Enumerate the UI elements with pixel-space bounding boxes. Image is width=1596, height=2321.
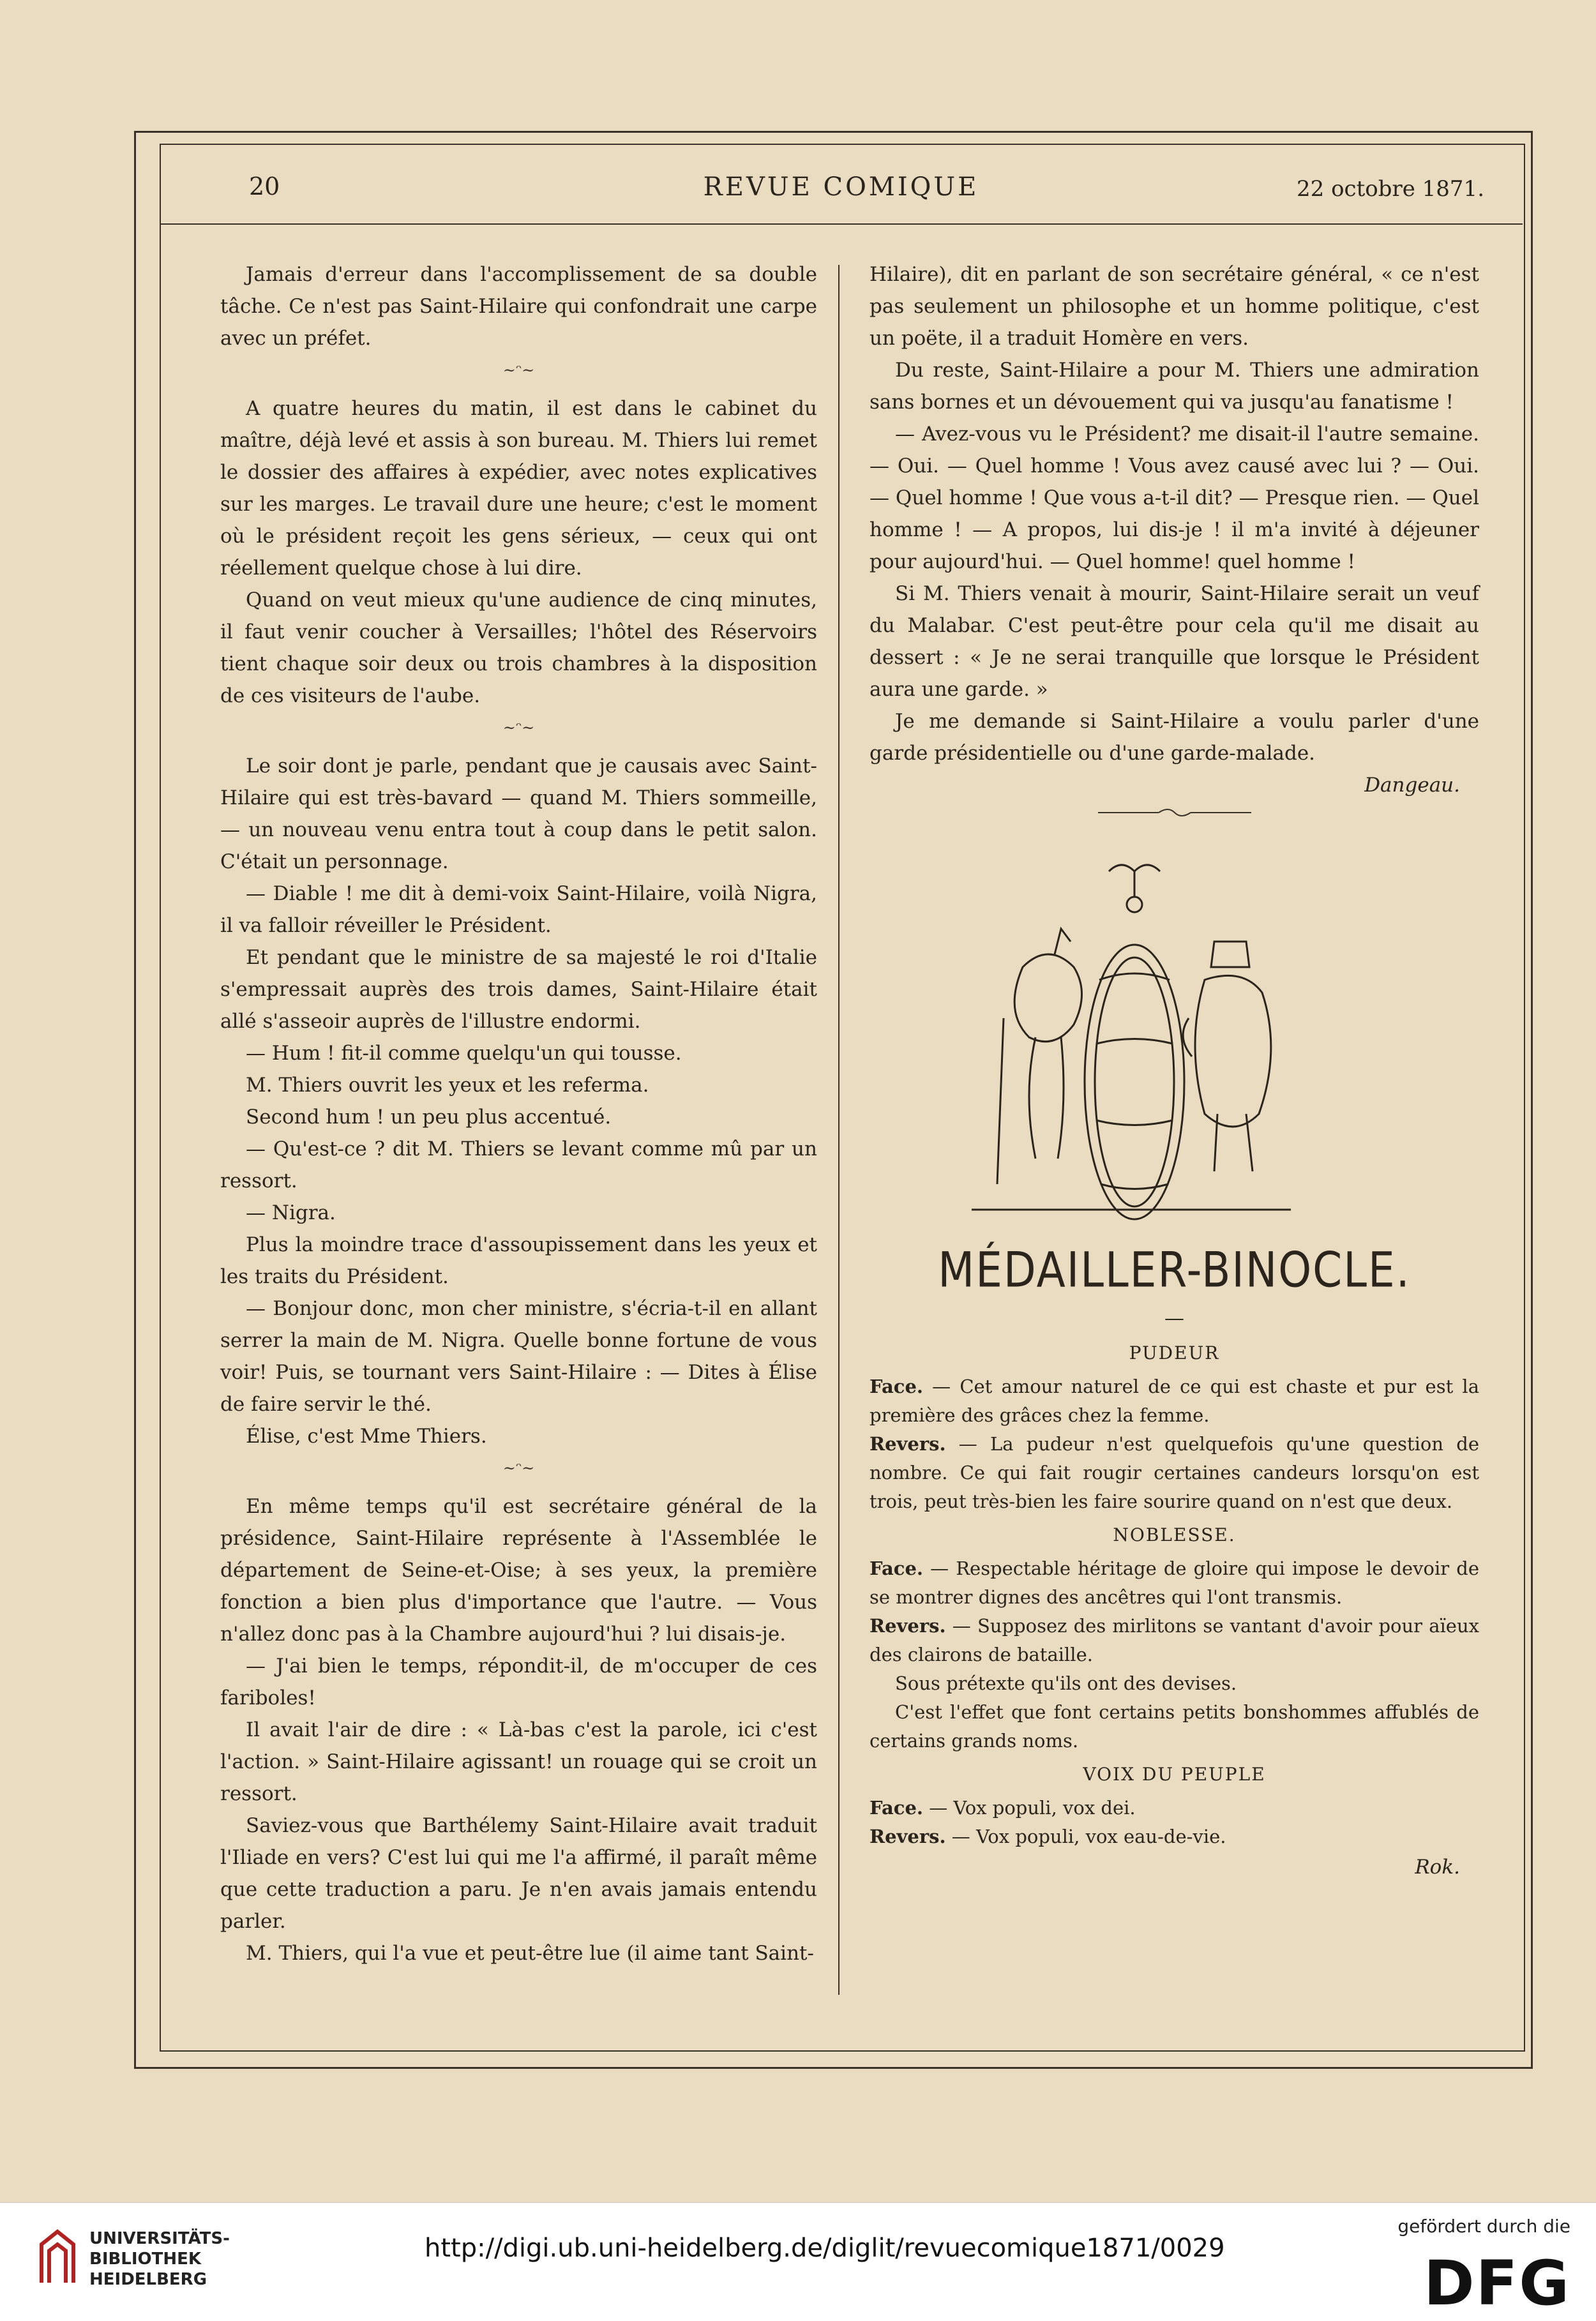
- face-entry: [870, 1372, 1479, 1430]
- title-dash: —: [1164, 1307, 1184, 1330]
- face-label: Face.: [870, 1797, 923, 1819]
- dfg-logo: DFG: [1423, 2248, 1570, 2319]
- revers-label: Revers.: [870, 1615, 946, 1637]
- paragraph: Second hum ! un peu plus accentué.: [246, 1106, 612, 1129]
- definition-heading: PUDEUR: [1129, 1342, 1220, 1363]
- face-text: — Cet amour naturel de ce qui est chaste et pur est la première des grâces chez la femme.: [870, 1376, 1479, 1426]
- paragraph: — Hum ! fit-il comme quelqu'un qui tousse.: [246, 1042, 682, 1065]
- issue-date: 22 octobre 1871.: [1297, 176, 1484, 202]
- left-column: [220, 259, 817, 1969]
- article-signature: Rok.: [1415, 1856, 1460, 1879]
- article-title: MÉDAILLER-BINOCLE.: [938, 1242, 1411, 1298]
- column-divider: [838, 265, 839, 1995]
- section-ornament: ~ᵔ~: [502, 361, 535, 379]
- face-label: Face.: [870, 1558, 923, 1579]
- revers-text: — La pudeur n'est quelquefois qu'une question de nombre. Ce qui fait rougir certaines candeurs lorsqu'on est trois, peut très-bien les faire sourire quand on n'est que deux.: [870, 1433, 1479, 1512]
- article-continuation: [870, 259, 1479, 801]
- face-entry: [870, 1554, 1479, 1612]
- paragraph: Plus la moindre trace d'assoupissement dans les yeux et les traits du Président.: [220, 1233, 817, 1288]
- paragraph: — Avez-vous vu le Président? me disait-il l'autre semaine. — Oui. — Quel homme ! Vous avez causé avec lui ? — Oui. — Quel homme ! Que vous a-t-il dit? — Presque rien. — Quel homme ! — A propos, lui dis-je ! il m'a invité à déjeuner pour aujourd'hui. — Quel homme! quel homme !: [870, 423, 1479, 573]
- ornament-rule-icon: [1098, 803, 1251, 822]
- paragraph: Si M. Thiers venait à mourir, Saint-Hilaire serait un veuf du Malabar. C'est peut-être pour cela qu'il me disait au dessert : « Je ne serai tranquille que lorsque le Président aura une garde. »: [870, 582, 1479, 701]
- definition-heading: NOBLESSE.: [1113, 1524, 1236, 1545]
- paragraph: M. Thiers ouvrit les yeux et les referma.: [246, 1074, 649, 1097]
- page-number: 20: [249, 172, 280, 200]
- revers-text: — Vox populi, vox eau-de-vie.: [945, 1826, 1226, 1847]
- library-name: UNIVERSITÄTS- BIBLIOTHEK HEIDELBERG: [89, 2229, 230, 2289]
- source-url[interactable]: http://digi.ub.uni-heidelberg.de/diglit/revuecomique1871/0029: [425, 2234, 1225, 2263]
- revers-entry: [870, 1612, 1479, 1669]
- separator-ornament: [870, 801, 1479, 839]
- journal-title: REVUE COMIQUE: [703, 172, 979, 202]
- section-ornament: ~ᵔ~: [502, 1459, 535, 1477]
- paragraph: Il avait l'air de dire : « Là-bas c'est la parole, ici c'est l'action. » Saint-Hilaire agissant! un rouage qui se croit un ressort.: [220, 1718, 817, 1805]
- revers-label: Revers.: [870, 1433, 946, 1455]
- paragraph: — Nigra.: [246, 1201, 336, 1224]
- paragraph: En même temps qu'il est secrétaire général de la présidence, Saint-Hilaire représente à l'Assemblée le département de Seine-et-Oise; à ses yeux, la première fonction a bien plus d'importance que l'autre. — Vous n'allez donc pas à la Chambre aujourd'hui ? lui disais-je.: [220, 1495, 817, 1646]
- face-text: — Respectable héritage de gloire qui impose le devoir de se montrer dignes des ancêtres qui l'ont transmis.: [870, 1558, 1479, 1608]
- paragraph: A quatre heures du matin, il est dans le cabinet du maître, déjà levé et assis à son bureau. M. Thiers lui remet le dossier des affaires à expédier, avec notes explicatives sur les marges. Le travail dure une heure; c'est le moment où le président reçoit les gens sérieux, — ceux qui ont réellement quelque chose à lui dire.: [220, 397, 817, 580]
- paragraph: Du reste, Saint-Hilaire a pour M. Thiers une admiration sans bornes et un dévouement qui va jusqu'au fanatisme !: [870, 359, 1479, 414]
- paragraph: Je me demande si Saint-Hilaire a voulu parler d'une garde présidentielle ou d'une garde-malade.: [870, 710, 1479, 765]
- paragraph: — Bonjour donc, mon cher ministre, s'écria-t-il en allant serrer la main de M. Nigra. Quelle bonne fortune de vous voir! Puis, se tournant vers Saint-Hilaire : — Dites à Élise de faire servir le thé.: [220, 1297, 817, 1416]
- paragraph: — J'ai bien le temps, répondit-il, de m'occuper de ces fariboles!: [220, 1655, 817, 1709]
- page-header: [160, 153, 1523, 225]
- paragraph: Le soir dont je parle, pendant que je causais avec Saint-Hilaire qui est très-bavard — quand M. Thiers sommeille,— un nouveau venu entra tout à coup dans le petit salon. C'était un personnage.: [220, 755, 817, 873]
- paragraph: Élise, c'est Mme Thiers.: [246, 1425, 487, 1448]
- face-text: — Vox populi, vox dei.: [923, 1797, 1136, 1819]
- extra-line: Sous prétexte qu'ils ont des devises.: [895, 1672, 1237, 1694]
- library-logo-icon: [35, 2225, 80, 2289]
- definitions-list: [870, 1334, 1479, 1851]
- revers-text: — Supposez des mirlitons se vantant d'avoir pour aïeux des clairons de bataille.: [870, 1615, 1479, 1665]
- paragraph: M. Thiers, qui l'a vue et peut-être lue (il aime tant Saint-: [246, 1942, 814, 1965]
- paragraph: Jamais d'erreur dans l'accomplissement de sa double tâche. Ce n'est pas Saint-Hilaire qui confondrait une carpe avec un préfet.: [220, 263, 817, 350]
- paragraph: — Qu'est-ce ? dit M. Thiers se levant comme mû par un ressort.: [220, 1138, 817, 1192]
- author-signature: Dangeau.: [1364, 774, 1460, 797]
- right-column: [870, 259, 1479, 1883]
- revers-label: Revers.: [870, 1826, 946, 1847]
- sponsor-caption: gefördert durch die: [1397, 2216, 1570, 2237]
- paragraph: Hilaire), dit en parlant de son secrétaire général, « ce n'est pas seulement un philosophe et un homme politique, c'est un poëte, il a traduit Homère en vers.: [870, 263, 1479, 350]
- paragraph: Et pendant que le ministre de sa majesté le roi d'Italie s'empressait auprès des trois dames, Saint-Hilaire était allé s'asseoir auprès de l'illustre endormi.: [220, 946, 817, 1033]
- revers-entry: [870, 1822, 1479, 1851]
- caricature-illustration: [870, 839, 1479, 1235]
- medal-caricature-icon: [965, 852, 1297, 1229]
- face-entry: [870, 1794, 1479, 1822]
- paragraph: Saviez-vous que Barthélemy Saint-Hilaire avait traduit l'Iliade en vers? C'est lui qui me l'a affirmé, il paraît même que cette traduction a paru. Je n'en avais jamais entendu parler.: [220, 1814, 817, 1933]
- definition-heading: VOIX DU PEUPLE: [1083, 1764, 1266, 1785]
- revers-entry: [870, 1430, 1479, 1516]
- paragraph: Quand on veut mieux qu'une audience de cinq minutes, il faut venir coucher à Versailles; l'hôtel des Réservoirs tient chaque soir deux ou trois chambres à la disposition de ces visiteurs de l'aube.: [220, 589, 817, 707]
- digitization-footer: [0, 2202, 1596, 2321]
- paragraph: — Diable ! me dit à demi-voix Saint-Hilaire, voilà Nigra, il va falloir réveiller le Président.: [220, 882, 817, 937]
- extra-line: C'est l'effet que font certains petits bonshommes affublés de certains grands noms.: [870, 1701, 1479, 1752]
- section-ornament: ~ᵔ~: [502, 719, 535, 737]
- face-label: Face.: [870, 1376, 923, 1397]
